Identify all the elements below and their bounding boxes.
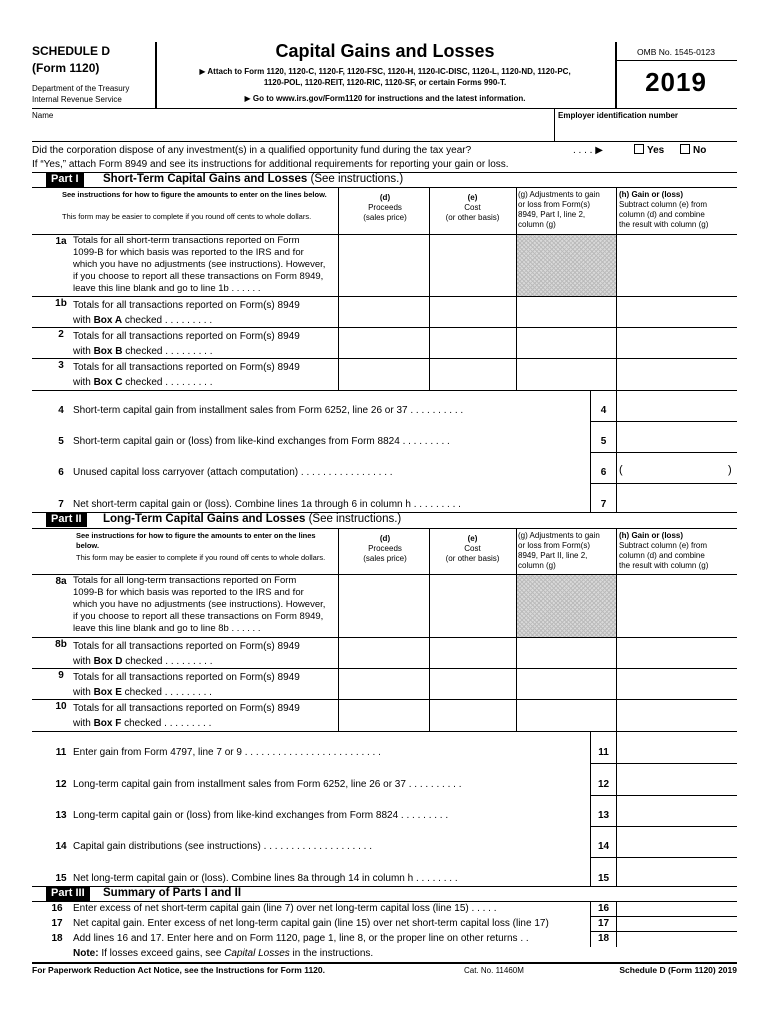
schedule-title: SCHEDULE D (32, 44, 111, 58)
omb-divider (615, 60, 737, 61)
line18-number: 18 (51, 933, 63, 944)
col-h-line1: (h) Gain or (loss) (619, 190, 683, 199)
part2-title-text: Long-Term Capital Gains and Losses (103, 513, 306, 525)
box-a-label: Box A (93, 315, 123, 326)
part1-col-g (518, 190, 616, 230)
line12-text: Long-term capital gain from installment sales from Form 6252, line 26 or 37 . . . . . . . . . . (73, 779, 462, 790)
line18-amount[interactable] (617, 932, 737, 947)
line10-text (73, 701, 300, 731)
part1-title-text: Short-Term Capital Gains and Losses (103, 173, 308, 185)
line1a-text-4: if you choose to report all these transactions on Form 8949, (73, 271, 324, 282)
line15-box: 15 (597, 873, 610, 884)
line8a-text-1: Totals for all long-term transactions reported on Form (73, 575, 297, 586)
line8a-col-g-shaded (517, 575, 616, 637)
box-b-label: Box B (93, 346, 123, 357)
line16-box: 16 (597, 903, 610, 914)
qof-question (32, 143, 471, 158)
line1a-col-e[interactable] (430, 235, 516, 296)
part1-badge: Part I (46, 172, 84, 187)
line11-text: Enter gain from Form 4797, line 7 or 9 . . . . . . . . . . . . . . . . . . . . . . . . . (73, 747, 381, 758)
line8b-number: 8b (55, 639, 67, 650)
part1-grid-h4 (32, 390, 737, 391)
checked-label: checked . . . . . . . . . (122, 346, 213, 357)
box-f-label: Box F (93, 718, 122, 729)
with-label: with (73, 656, 94, 667)
form-title: Capital Gains and Losses (275, 41, 495, 61)
line2-text-2 (73, 344, 300, 359)
box-d-label: Box D (93, 656, 123, 667)
qof-note: If “Yes,” attach Form 8949 and see its instructions for additional requirements for reporting your gain or loss. (32, 159, 509, 170)
col-h-line3: column (d) and combine (619, 551, 705, 560)
line10-text-2 (73, 716, 300, 731)
line13-amount[interactable] (617, 796, 737, 826)
part1-col-h (619, 190, 737, 230)
with-label: with (73, 687, 94, 698)
line1a-text-5: leave this line blank and go to line 1b . . . . . . (73, 283, 261, 294)
part2-badge: Part II (46, 512, 87, 527)
col-e-letter: (e) (467, 193, 478, 202)
line1b-number: 1b (55, 298, 67, 309)
line16-number: 16 (51, 903, 63, 914)
with-label: with (73, 346, 94, 357)
line8a-text-4: if you choose to report all these transactions on Form 8949, (73, 611, 324, 622)
part1-title-suffix: (See instructions.) (310, 173, 404, 185)
col-e-sub: (or other basis) (445, 213, 500, 222)
line3-text-1: Totals for all transactions reported on Form(s) 8949 (73, 362, 300, 373)
line6-right-paren: ) (728, 464, 732, 476)
note-label: Note: (73, 948, 99, 959)
qof-dots: . . . . ▶ (573, 145, 603, 156)
part3-note (73, 946, 373, 961)
ein-divider (554, 108, 555, 141)
with-label: with (73, 377, 94, 388)
part2-instructions: See instructions for how to figure the amounts to enter on the lines below. (76, 531, 316, 550)
line1a-col-d[interactable] (339, 235, 429, 296)
footer-rule (32, 962, 737, 964)
line7-box: 7 (600, 499, 607, 510)
box-e-label: Box E (93, 687, 122, 698)
line11-number: 11 (55, 747, 67, 758)
line2-text (73, 329, 300, 359)
line9-text (73, 670, 300, 700)
with-label: with (73, 315, 94, 326)
line1b-text-2 (73, 313, 300, 328)
line17-text: Net capital gain. Enter excess of net long-term capital gain (line 15) over net short-term capital loss (line 17) (73, 918, 549, 929)
omb-number: OMB No. 1545-0123 (637, 47, 715, 57)
line8a-text-3: which you have no adjustments (see instructions). However, (73, 599, 326, 610)
with-label: with (73, 718, 94, 729)
line5-text: Short-term capital gain or (loss) from like-kind exchanges from Form 8824 . . . . . . . . . (73, 436, 450, 447)
line16-amount[interactable] (617, 902, 737, 916)
line4-text: Short-term capital gain from installment sales from Form 6252, line 26 or 37 . . . . . . . . . . (73, 405, 464, 416)
dept-treasury: Department of the Treasury (32, 84, 130, 93)
line15-amount[interactable] (617, 858, 737, 886)
no-label: No (693, 145, 707, 156)
line14-text: Capital gain distributions (see instructions) . . . . . . . . . . . . . . . . . . . . (73, 841, 372, 852)
line8a-text (73, 575, 325, 635)
col-e-name: Cost (464, 203, 481, 212)
line5-number: 5 (58, 436, 64, 447)
part2-grid-h1 (32, 637, 737, 638)
line17-box: 17 (597, 918, 610, 929)
line11-amount[interactable] (617, 732, 737, 763)
line2-text-1: Totals for all transactions reported on Form(s) 8949 (73, 331, 300, 342)
part1-col-d (341, 193, 429, 223)
line1a-text (73, 235, 325, 295)
col-h-line3: column (d) and combine (619, 210, 705, 219)
line8a-col-h[interactable] (617, 575, 737, 637)
part1-instructions: See instructions for how to figure the amounts to enter on the lines below. (62, 190, 327, 199)
line14-amount[interactable] (617, 827, 737, 857)
col-d-sub: (sales price) (363, 554, 407, 563)
ein-label: Employer identification number (558, 111, 679, 120)
part2-title-suffix: (See instructions.) (308, 513, 402, 525)
line8b-text-2 (73, 654, 300, 669)
part1-grid-h1 (32, 296, 737, 297)
line6-amount[interactable] (625, 453, 725, 483)
note-italic: Capital Losses (224, 948, 290, 959)
col-g-line2: or loss from Form(s) (518, 541, 590, 550)
form-footer-id: Schedule D (Form 1120) 2019 (619, 965, 737, 975)
line8a-number: 8a (55, 576, 67, 587)
line13-number: 13 (55, 810, 67, 821)
col-g-line2: or loss from Form(s) (518, 200, 590, 209)
col-h-line2: Subtract column (e) from (619, 541, 708, 550)
col-h-line1: (h) Gain or (loss) (619, 531, 683, 540)
line1a-col-h[interactable] (617, 235, 737, 296)
line5-amount[interactable] (617, 422, 737, 452)
line7-text: Net short-term capital gain or (loss). Combine lines 1a through 6 in column h . . . . . . . . . (73, 499, 461, 510)
col-g-line4: column (g) (518, 561, 556, 570)
checked-label: checked . . . . . . . . . (121, 687, 212, 698)
line10-number: 10 (55, 701, 67, 712)
line18-box: 18 (597, 933, 610, 944)
line4-number: 4 (58, 405, 64, 416)
qof-no[interactable] (678, 143, 706, 158)
part1-title (103, 172, 403, 187)
line1b-text (73, 298, 300, 328)
form-number: (Form 1120) (32, 61, 100, 75)
part1-round-note: This form may be easier to complete if you round off cents to whole dollars. (62, 212, 312, 221)
line16-text: Enter excess of net short-term capital gain (line 7) over net long-term capital loss (line 15) . . . . . (73, 903, 497, 914)
line4-amount[interactable] (617, 397, 737, 422)
col-d-sub: (sales price) (363, 213, 407, 222)
line13-box: 13 (597, 810, 610, 821)
line14-number: 14 (55, 841, 67, 852)
yes-label: Yes (647, 145, 665, 156)
line8a-text-5: leave this line blank and go to line 8b . . . . . . (73, 623, 261, 634)
line9-number: 9 (58, 670, 64, 681)
line14-box: 14 (597, 841, 610, 852)
line6-box: 6 (600, 467, 607, 478)
header-bottom-rule (32, 108, 737, 109)
attach-line-1: ▶ Attach to Form 1120, 1120-C, 1120-F, 1120-FSC, 1120-H, 1120-IC-DISC, 1120-L, 1120-ND, 1120-PC, (199, 67, 571, 76)
name-label: Name (32, 111, 54, 120)
checked-label: checked . . . . . . . . . (122, 377, 213, 388)
col-d-name: Proceeds (368, 203, 402, 212)
yes-checkbox[interactable] (634, 144, 644, 154)
line12-amount[interactable] (617, 764, 737, 795)
line10-text-1: Totals for all transactions reported on Form(s) 8949 (73, 703, 300, 714)
col-h-line4: the result with column (g) (619, 220, 709, 229)
line2-number: 2 (58, 329, 64, 340)
line15-number: 15 (55, 873, 67, 884)
cat-number: Cat. No. 11460M (464, 966, 524, 975)
line3-text (73, 360, 300, 390)
qof-question-text: Did the corporation dispose of any investment(s) in a qualified opportunity fund during the tax year? (32, 145, 472, 156)
part2-col-e (429, 534, 516, 564)
part2-title (103, 512, 401, 527)
line1b-text-1: Totals for all transactions reported on Form(s) 8949 (73, 300, 300, 311)
line13-text: Long-term capital gain or (loss) from like-kind exchanges from Form 8824 . . . . . . . . . (73, 810, 449, 821)
col-g-line1: (g) Adjustments to gain (518, 531, 600, 540)
part1-col-e (429, 193, 516, 223)
line1a-text-2: 1099-B for which basis was reported to the IRS and for (73, 247, 304, 258)
line6-text: Unused capital loss carryover (attach computation) . . . . . . . . . . . . . . . . . (73, 467, 393, 478)
part2-header-rule (32, 528, 737, 529)
col-e-letter: (e) (467, 534, 478, 543)
qof-yes[interactable] (632, 143, 664, 158)
line12-number: 12 (55, 779, 67, 790)
line1a-text-3: which you have no adjustments (see instructions). However, (73, 259, 326, 270)
goto-line: ▶ Go to www.irs.gov/Form1120 for instructions and the latest information. (244, 94, 526, 103)
part3-badge: Part III (46, 886, 90, 901)
col-g-line4: column (g) (518, 220, 556, 229)
col-g-line1: (g) Adjustments to gain (518, 190, 600, 199)
line9-text-1: Totals for all transactions reported on Form(s) 8949 (73, 672, 300, 683)
col-h-line2: Subtract column (e) from (619, 200, 708, 209)
note-text-1: If losses exceed gains, see (98, 948, 225, 959)
line5-box: 5 (600, 436, 607, 447)
line9-text-2 (73, 685, 300, 700)
irs-label: Internal Revenue Service (32, 95, 122, 104)
line8b-text-1: Totals for all transactions reported on Form(s) 8949 (73, 641, 300, 652)
col-h-line4: the result with column (g) (619, 561, 709, 570)
line1a-text-1: Totals for all short-term transactions reported on Form (73, 235, 300, 246)
line4-box: 4 (600, 405, 607, 416)
line11-box: 11 (598, 747, 609, 758)
line3-number: 3 (58, 360, 64, 371)
note-text-2: in the instructions. (289, 948, 374, 959)
line7-amount[interactable] (617, 484, 737, 512)
col-d-name: Proceeds (368, 544, 402, 553)
line8b-text (73, 639, 300, 669)
checked-label: checked . . . . . . . . . (121, 718, 212, 729)
line8a-text-2: 1099-B for which basis was reported to the IRS and for (73, 587, 304, 598)
part1-header-rule (32, 187, 737, 188)
col-e-name: Cost (464, 544, 481, 553)
line18-text: Add lines 16 and 17. Enter here and on Form 1120, page 1, line 8, or the proper line on other returns . . (73, 933, 529, 944)
line15-text: Net long-term capital gain or (loss). Combine lines 8a through 14 in column h . . . . . . . . (73, 873, 458, 884)
line8a-col-e[interactable] (430, 575, 516, 637)
part2-round-note: This form may be easier to complete if you round off cents to whole dollars. (76, 553, 326, 562)
line7-number: 7 (58, 499, 64, 510)
part2-col-h (619, 531, 737, 571)
col-d-letter: (d) (379, 193, 391, 202)
col-g-line3: 8949, Part II, line 2, (518, 551, 588, 560)
line6-number: 6 (58, 467, 64, 478)
col-d-letter: (d) (379, 534, 391, 543)
part3-title: Summary of Parts I and II (103, 887, 242, 899)
line6-left-paren: ( (619, 464, 623, 476)
attach-line-2: 1120-POL, 1120-REIT, 1120-RIC, 1120-SF, or certain Forms 990-T. (263, 78, 507, 87)
col-g-line3: 8949, Part I, line 2, (518, 210, 586, 219)
box-c-label: Box C (93, 377, 123, 388)
line3-text-2 (73, 375, 300, 390)
paperwork-notice: For Paperwork Reduction Act Notice, see the Instructions for Form 1120. (32, 965, 326, 975)
line17-amount[interactable] (617, 917, 737, 931)
tax-year: 2019 (645, 67, 707, 97)
line12-box: 12 (597, 779, 610, 790)
line17-number: 17 (51, 918, 63, 929)
part2-col-d (341, 534, 429, 564)
line1a-number: 1a (55, 236, 67, 247)
line8a-col-d[interactable] (339, 575, 429, 637)
checked-label: checked . . . . . . . . . (122, 656, 213, 667)
checked-label: checked . . . . . . . . . (122, 315, 213, 326)
line1a-col-g-shaded (517, 235, 616, 296)
name-row-bottom (32, 141, 737, 142)
col-e-sub: (or other basis) (445, 554, 500, 563)
part2-col-g (518, 531, 616, 571)
no-checkbox[interactable] (680, 144, 690, 154)
